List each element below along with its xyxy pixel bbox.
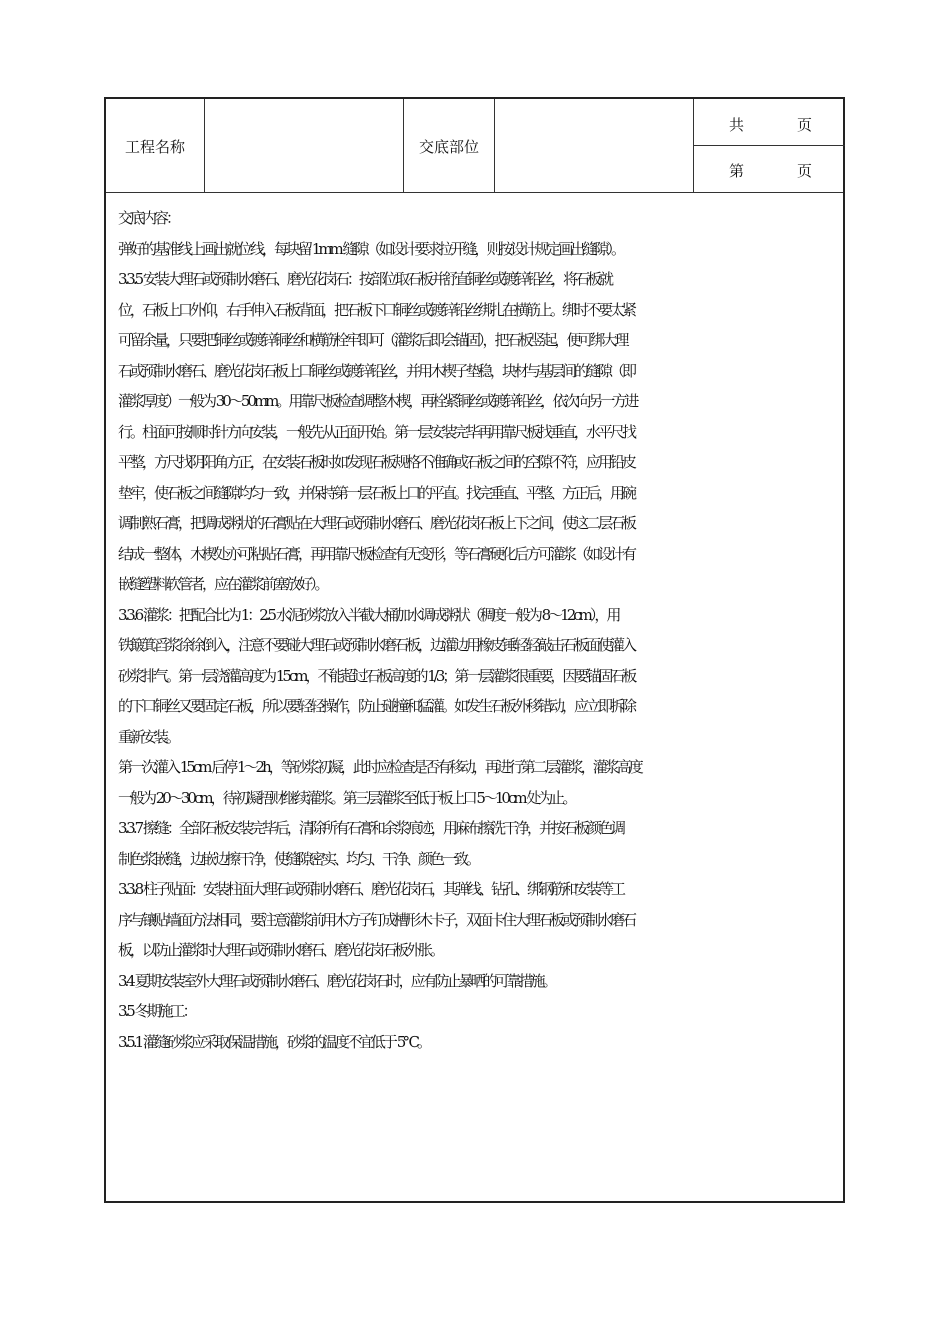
content-line: 嵌缝塑料软管者，应在灌浆前塞放好）。 bbox=[118, 575, 327, 593]
content-line: 一般为 20～30cm，待初凝捂财继续灌浆。第三层灌浆至低于板上口 5～10cm 处为止。 bbox=[118, 788, 575, 807]
content-line: 位，石板上口外仰，右手伸入石板背面，把石板下口铜丝或镀锌铅丝绑扎在横筋上。绑时不要太紧 bbox=[118, 300, 635, 319]
location-label: 交底部位 bbox=[418, 137, 479, 156]
content-line: 重新安装。 bbox=[118, 727, 179, 746]
content-line: 3.5.1 灌缝砂浆应采取保温措施，砂浆的温度不宜低于 5℃。 bbox=[118, 1032, 430, 1051]
disclosure-content bbox=[118, 203, 836, 1057]
total-pages-label-b: 页 bbox=[797, 116, 813, 134]
content-line: 行。柱面可按顺时针方向安装，一般先从正面开始。第一层安装完毕再用靠尺板找垂直，水平尺找 bbox=[118, 422, 635, 441]
disclosure-sheet bbox=[104, 97, 845, 1203]
content-line: 3.4 夏期安装室外大理石或预制水磨石、磨光花岗石时，应有防止暴晒的可靠措施。 bbox=[118, 971, 555, 990]
content-line: 3.3.7 擦缝：全部石板安装完毕后，清除所有石膏和余浆痕迹，用麻布擦洗干净，并按石板颜色调 bbox=[118, 819, 623, 837]
content-line: 灌浆厚度）一般为 30～50mm。用靠尺板检查调整木楔，再栓紧铜丝或镀锌铅丝，依次向另一方进 bbox=[118, 392, 637, 410]
total-pages-label-a: 共 bbox=[729, 116, 745, 134]
content-line: 序与镶贴墙面方法相同，要注意灌浆前用木方子钉成槽形木卡子，双面卡住大理石板或预制水磨石 bbox=[118, 910, 635, 929]
content-line: 3.5 冬期施工： bbox=[118, 1002, 195, 1020]
content-line: 调制熟石膏，把调成粥状的石膏贴在大理石或预制水磨石、磨光花岗石板上下之间，使这二层石板 bbox=[118, 514, 635, 532]
location-value bbox=[495, 99, 693, 193]
page-number-label-a: 第 bbox=[729, 162, 745, 180]
header-table bbox=[106, 99, 843, 193]
content-line: 制色浆嵌缝，边嵌边擦干净，使缝隙密实、均匀、干净、颜色一致。 bbox=[118, 849, 479, 868]
content-line: 平整，方尺找阴阳角方正，在安装石板时如发现石板规格不准确或石板之间的空隙不符，应用铅皮 bbox=[118, 453, 635, 471]
page-number-label-b: 页 bbox=[797, 162, 813, 180]
content-line: 3.3.5 安装大理石或预制水磨石、磨光花岗石：按部位取石板并舒直铜丝或镀锌铅丝，将石板就 bbox=[118, 270, 611, 288]
content-line: 砂浆排气。第一层浇灌高度为 15cm，不能超过石板高度的 1/3；第一层灌浆很重要，因要锚固石板 bbox=[118, 666, 635, 685]
content-line: 结成一整体，木楔处亦可粘贴石膏，再用靠尺板检查有无变形，等石膏硬化后方可灌浆（如设计有 bbox=[118, 544, 635, 563]
content-line: 第一次灌入 15cm 后停 1～2h，等砂浆初凝，此时应检查是否有移动，再进行第二层灌浆，灌浆高度 bbox=[118, 758, 641, 776]
content-line: 铁簸箕舀浆徐徐倒入，注意不要碰大理石或预制水磨石板，边灌边用橡皮锤轻轻敲击石板面使灌入 bbox=[118, 636, 635, 654]
content-line: 可留余量，只要把铜丝或镀锌铜丝和横筋栓牢即可（灌浆后即会锚固），把石板竖起，便可绑大理 bbox=[118, 331, 627, 349]
content-line: 板，以防止灌浆时大理石或预制水磨石、磨光花岗石板外胀。 bbox=[118, 941, 443, 959]
content-line: 石或预制水磨石、磨光花岗石板上口铜丝或镀锌铅丝，并用木楔子垫稳，块材与基层间的缝隙（即 bbox=[118, 361, 635, 380]
content-line: 垫牢，使石板之间缝隙均匀一致，并保持第一层石板上口的平直。找完垂直、平整、方正后，用碗 bbox=[118, 483, 635, 502]
divider bbox=[693, 145, 845, 146]
content-line: 3.3.8 柱子贴面：安装柱面大理石或预制水磨石、磨光花岗石，其弹线、钻孔、绑钢筋和安装等工 bbox=[118, 880, 623, 898]
content-line: 3.3.6 灌浆：把配合比为 1：2.5 水泥砂浆放入半截大桶加水调成粥状（稠度一般为 8～12cm），用 bbox=[118, 605, 619, 624]
content-heading: 交底内容： bbox=[118, 209, 179, 227]
project-name-value bbox=[205, 99, 403, 193]
divider bbox=[693, 99, 694, 193]
project-name-label: 工程名称 bbox=[124, 137, 185, 156]
content-line: 的下口铜丝又要固定石板，所以要轻轻操作，防止碰撞和猛灌。如发生石板外移错动，应立即拆除 bbox=[118, 697, 635, 715]
content-line: 弹好的基准线上画出就位线，每块留 1mm 缝隙（如设计要求拉开缝，则按设计规定画出缝隙）。 bbox=[118, 239, 624, 258]
